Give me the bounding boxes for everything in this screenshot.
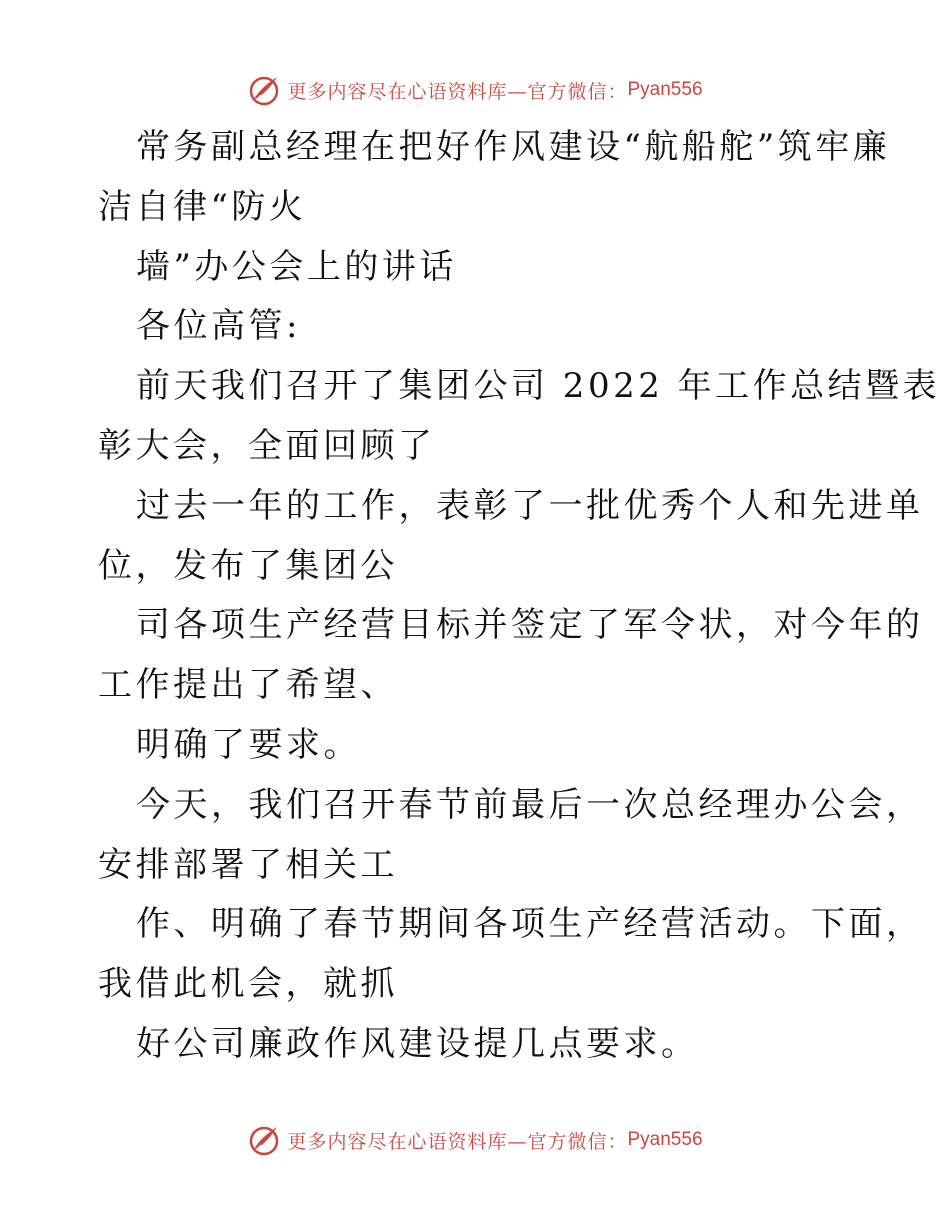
quill-pen-circle-icon xyxy=(247,1123,281,1157)
text-line: 司各项生产经营目标并签定了军令状，对今年的 xyxy=(136,605,924,646)
document-body xyxy=(98,118,941,1075)
text-line: 工作提出了希望、 xyxy=(98,665,398,706)
watermark-text: 更多内容尽在心语资料库—官方微信： xyxy=(287,1130,628,1153)
text-line: 过去一年的工作，表彰了一批优秀个人和先进单 xyxy=(136,485,924,526)
text-line: 作、明确了春节期间各项生产经营活动。下面， xyxy=(136,904,924,945)
text-line: 洁自律“防火 xyxy=(98,186,307,227)
text-line: 我借此机会，就抓 xyxy=(98,964,398,1005)
text-line: 彰大会，全面回顾了 xyxy=(98,425,436,466)
wechat-id: Pyan556 xyxy=(627,1129,703,1150)
text-line: 各位高管: xyxy=(136,306,301,347)
text-line: 好公司廉政作风建设提几点要求。 xyxy=(136,1023,699,1064)
header-watermark-banner xyxy=(0,70,950,110)
text-line: 前天我们召开了集团公司 2022 年工作总结暨表 xyxy=(136,366,941,407)
footer-watermark-banner xyxy=(0,1120,950,1160)
watermark-text: 更多内容尽在心语资料库—官方微信： xyxy=(287,80,628,103)
wechat-id: Pyan556 xyxy=(627,79,703,100)
text-line: 常务副总经理在把好作风建设“航船舵”筑牢廉 xyxy=(136,127,891,167)
text-line: 安排部署了相关工 xyxy=(98,844,398,885)
text-line: 位，发布了集团公 xyxy=(98,545,398,586)
text-line: 墙”办公会上的讲话 xyxy=(136,246,457,287)
quill-pen-circle-icon xyxy=(247,73,281,107)
text-line: 明确了要求。 xyxy=(136,724,361,765)
text-line: 今天，我们召开春节前最后一次总经理办公会， xyxy=(136,784,924,825)
